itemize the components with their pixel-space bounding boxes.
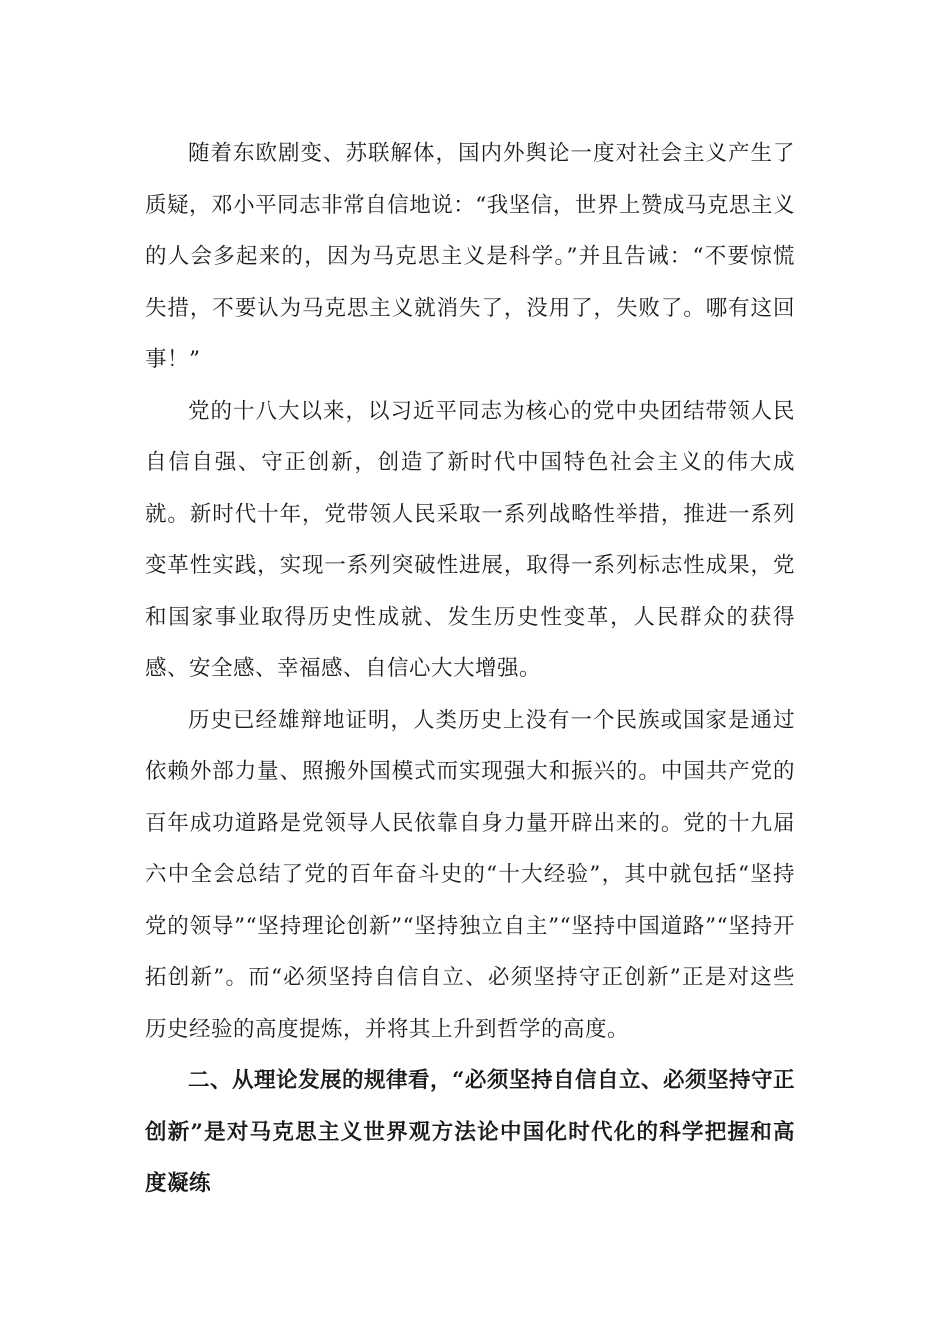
paragraph-2: 党的十八大以来，以习近平同志为核心的党中央团结带领人民自信自强、守正创新，创造了新时代中国特色社会主义的伟大成就。新时代十年，党带领人民采取一系列战略性举措，推进一系列变革性实践，实现一系列突破性进展，取得一系列标志性成果，党和国家事业取得历史性成就、发生历史性变革，人民群众的获得感、安全感、幸福感、自信心大大增强。 <box>145 398 795 681</box>
paragraph-1: 随着东欧剧变、苏联解体，国内外舆论一度对社会主义产生了质疑，邓小平同志非常自信地说：“我坚信，世界上赞成马克思主义的人会多起来的，因为马克思主义是科学。”并且告诫：“不要惊慌失措，不要认为马克思主义就消失了，没用了，失败了。哪有这回事！” <box>145 141 795 372</box>
document-page <box>145 128 795 1210</box>
paragraph-3: 历史已经雄辩地证明，人类历史上没有一个民族或国家是通过依赖外部力量、照搬外国模式而实现强大和振兴的。中国共产党的百年成功道路是党领导人民依靠自身力量开辟出来的。党的十九届六中全会总结了党的百年奋斗史的“十大经验”，其中就包括“坚持党的领导”“坚持理论创新”“坚持独立自主”“坚持中国道路”“坚持开拓创新”。而“必须坚持自信自立、必须坚持守正创新”正是对这些历史经验的高度提炼，并将其上升到哲学的高度。 <box>145 707 795 1042</box>
section-heading: 二、从理论发展的规律看，“必须坚持自信自立、必须坚持守正创新”是对马克思主义世界观方法论中国化时代化的科学把握和高度凝练 <box>145 1068 795 1196</box>
